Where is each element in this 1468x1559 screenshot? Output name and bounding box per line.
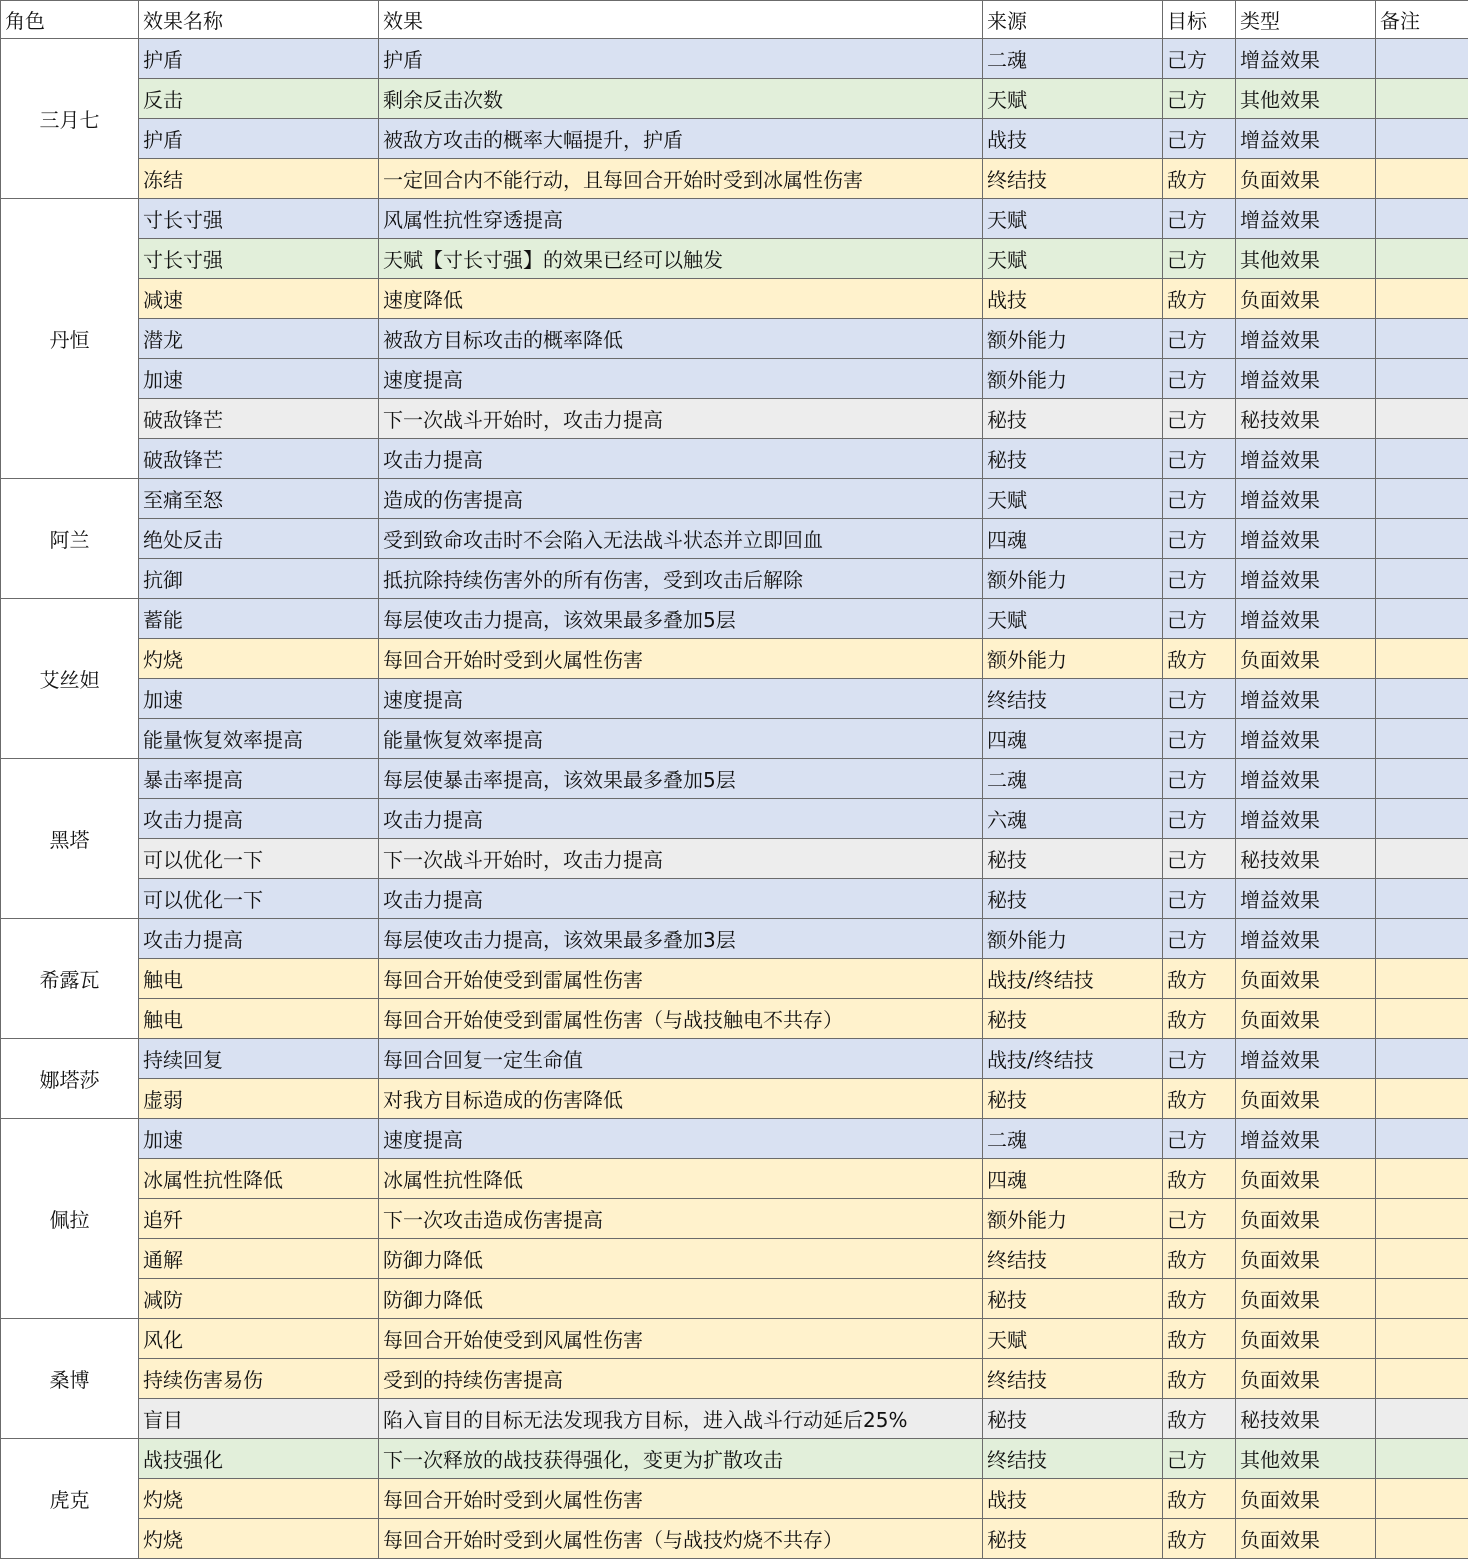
character-cell[interactable]: 娜塔莎 <box>1 1039 139 1119</box>
effect-name-cell[interactable]: 加速 <box>139 1119 379 1159</box>
effect-name-cell[interactable]: 加速 <box>139 679 379 719</box>
table-row <box>1 679 1468 719</box>
target-cell[interactable]: 己方 <box>1163 119 1236 159</box>
type-cell[interactable]: 秘技效果 <box>1236 399 1376 439</box>
character-cell[interactable]: 艾丝妲 <box>1 599 139 759</box>
note-cell[interactable] <box>1376 999 1468 1039</box>
type-cell[interactable]: 负面效果 <box>1236 1159 1376 1199</box>
type-cell[interactable]: 增益效果 <box>1236 319 1376 359</box>
table-row <box>1 799 1468 839</box>
effect-cell[interactable]: 每层使攻击力提高，该效果最多叠加3层 <box>379 919 983 959</box>
effect-cell[interactable]: 攻击力提高 <box>379 879 983 919</box>
target-cell[interactable]: 己方 <box>1163 359 1236 399</box>
target-cell[interactable]: 己方 <box>1163 599 1236 639</box>
target-cell[interactable]: 己方 <box>1163 319 1236 359</box>
note-cell[interactable] <box>1376 1399 1468 1439</box>
table-row <box>1 1319 1468 1359</box>
effect-cell[interactable]: 受到的持续伤害提高 <box>379 1359 983 1399</box>
source-cell[interactable]: 四魂 <box>983 719 1163 759</box>
character-cell[interactable]: 三月七 <box>1 39 139 199</box>
note-cell[interactable] <box>1376 1079 1468 1119</box>
effect-name-cell[interactable]: 持续伤害易伤 <box>139 1359 379 1399</box>
target-cell[interactable]: 敌方 <box>1163 639 1236 679</box>
note-cell[interactable] <box>1376 1239 1468 1279</box>
effect-cell[interactable]: 每回合开始使受到雷属性伤害（与战技触电不共存） <box>379 999 983 1039</box>
source-cell[interactable]: 秘技 <box>983 399 1163 439</box>
table-row <box>1 639 1468 679</box>
effect-cell[interactable]: 风属性抗性穿透提高 <box>379 199 983 239</box>
effect-cell[interactable]: 速度提高 <box>379 679 983 719</box>
header-source[interactable]: 来源 <box>983 1 1163 39</box>
type-cell[interactable]: 增益效果 <box>1236 439 1376 479</box>
effect-cell[interactable]: 每回合开始使受到雷属性伤害 <box>379 959 983 999</box>
source-cell[interactable]: 秘技 <box>983 1519 1163 1559</box>
note-cell[interactable] <box>1376 519 1468 559</box>
table-row <box>1 1279 1468 1319</box>
type-cell[interactable]: 负面效果 <box>1236 1479 1376 1519</box>
effect-cell[interactable]: 下一次攻击造成伤害提高 <box>379 1199 983 1239</box>
source-cell[interactable]: 秘技 <box>983 999 1163 1039</box>
effect-name-cell[interactable]: 潜龙 <box>139 319 379 359</box>
effect-cell[interactable]: 护盾 <box>379 39 983 79</box>
target-cell[interactable]: 敌方 <box>1163 1519 1236 1559</box>
effect-cell[interactable]: 每回合开始时受到火属性伤害 <box>379 1479 983 1519</box>
effect-name-cell[interactable]: 持续回复 <box>139 1039 379 1079</box>
source-cell[interactable]: 天赋 <box>983 239 1163 279</box>
table-row <box>1 719 1468 759</box>
character-cell[interactable]: 佩拉 <box>1 1119 139 1319</box>
note-cell[interactable] <box>1376 199 1468 239</box>
type-cell[interactable]: 秘技效果 <box>1236 1399 1376 1439</box>
type-cell[interactable]: 增益效果 <box>1236 1039 1376 1079</box>
character-cell[interactable]: 阿兰 <box>1 479 139 599</box>
character-cell[interactable]: 丹恒 <box>1 199 139 479</box>
effect-name-cell[interactable]: 盲目 <box>139 1399 379 1439</box>
effect-name-cell[interactable]: 至痛至怒 <box>139 479 379 519</box>
effect-cell[interactable]: 攻击力提高 <box>379 439 983 479</box>
effect-cell[interactable]: 每层使暴击率提高，该效果最多叠加5层 <box>379 759 983 799</box>
effect-cell[interactable]: 速度提高 <box>379 1119 983 1159</box>
character-cell[interactable]: 桑博 <box>1 1319 139 1439</box>
target-cell[interactable]: 敌方 <box>1163 1399 1236 1439</box>
character-cell[interactable]: 黑塔 <box>1 759 139 919</box>
target-cell[interactable]: 己方 <box>1163 1439 1236 1479</box>
effect-cell[interactable]: 每回合开始时受到火属性伤害（与战技灼烧不共存） <box>379 1519 983 1559</box>
source-cell[interactable]: 秘技 <box>983 879 1163 919</box>
note-cell[interactable] <box>1376 439 1468 479</box>
note-cell[interactable] <box>1376 39 1468 79</box>
effect-cell[interactable]: 防御力降低 <box>379 1279 983 1319</box>
type-cell[interactable]: 增益效果 <box>1236 359 1376 399</box>
source-cell[interactable]: 额外能力 <box>983 919 1163 959</box>
effect-name-cell[interactable]: 可以优化一下 <box>139 879 379 919</box>
table-row <box>1 599 1468 639</box>
effect-name-cell[interactable]: 绝处反击 <box>139 519 379 559</box>
note-cell[interactable] <box>1376 879 1468 919</box>
source-cell[interactable]: 额外能力 <box>983 639 1163 679</box>
type-cell[interactable]: 增益效果 <box>1236 39 1376 79</box>
source-cell[interactable]: 额外能力 <box>983 1199 1163 1239</box>
type-cell[interactable]: 负面效果 <box>1236 999 1376 1039</box>
source-cell[interactable]: 终结技 <box>983 1359 1163 1399</box>
source-cell[interactable]: 战技 <box>983 1479 1163 1519</box>
note-cell[interactable] <box>1376 1159 1468 1199</box>
target-cell[interactable]: 己方 <box>1163 879 1236 919</box>
effect-cell[interactable]: 天赋【寸长寸强】的效果已经可以触发 <box>379 239 983 279</box>
source-cell[interactable]: 秘技 <box>983 1079 1163 1119</box>
header-character[interactable]: 角色 <box>1 1 139 39</box>
table-row <box>1 439 1468 479</box>
effect-cell[interactable]: 下一次释放的战技获得强化，变更为扩散攻击 <box>379 1439 983 1479</box>
type-cell[interactable]: 负面效果 <box>1236 959 1376 999</box>
effect-cell[interactable]: 每回合开始使受到风属性伤害 <box>379 1319 983 1359</box>
character-cell[interactable]: 虎克 <box>1 1439 139 1559</box>
type-cell[interactable]: 增益效果 <box>1236 719 1376 759</box>
note-cell[interactable] <box>1376 279 1468 319</box>
table-row <box>1 879 1468 919</box>
effect-name-cell[interactable]: 反击 <box>139 79 379 119</box>
type-cell[interactable]: 负面效果 <box>1236 1079 1376 1119</box>
effect-name-cell[interactable]: 减速 <box>139 279 379 319</box>
note-cell[interactable] <box>1376 839 1468 879</box>
table-row <box>1 559 1468 599</box>
target-cell[interactable]: 己方 <box>1163 1199 1236 1239</box>
source-cell[interactable]: 秘技 <box>983 839 1163 879</box>
table-row <box>1 999 1468 1039</box>
table-row <box>1 919 1468 959</box>
table-row <box>1 159 1468 199</box>
note-cell[interactable] <box>1376 1479 1468 1519</box>
effect-name-cell[interactable]: 破敌锋芒 <box>139 399 379 439</box>
effect-cell[interactable]: 每层使攻击力提高，该效果最多叠加5层 <box>379 599 983 639</box>
effect-cell[interactable]: 下一次战斗开始时，攻击力提高 <box>379 839 983 879</box>
source-cell[interactable]: 二魂 <box>983 39 1163 79</box>
effect-name-cell[interactable]: 灼烧 <box>139 1519 379 1559</box>
note-cell[interactable] <box>1376 159 1468 199</box>
note-cell[interactable] <box>1376 1359 1468 1399</box>
effect-name-cell[interactable]: 寸长寸强 <box>139 239 379 279</box>
table-row <box>1 479 1468 519</box>
effect-name-cell[interactable]: 蓄能 <box>139 599 379 639</box>
table-row <box>1 199 1468 239</box>
effect-cell[interactable]: 受到致命攻击时不会陷入无法战斗状态并立即回血 <box>379 519 983 559</box>
note-cell[interactable] <box>1376 79 1468 119</box>
effect-name-cell[interactable]: 战技强化 <box>139 1439 379 1479</box>
source-cell[interactable]: 额外能力 <box>983 359 1163 399</box>
source-cell[interactable]: 战技 <box>983 119 1163 159</box>
target-cell[interactable]: 己方 <box>1163 79 1236 119</box>
effect-name-cell[interactable]: 能量恢复效率提高 <box>139 719 379 759</box>
source-cell[interactable]: 四魂 <box>983 1159 1163 1199</box>
source-cell[interactable]: 天赋 <box>983 599 1163 639</box>
header-effect[interactable]: 效果 <box>379 1 983 39</box>
table-row <box>1 1119 1468 1159</box>
target-cell[interactable]: 敌方 <box>1163 1239 1236 1279</box>
header-type[interactable]: 类型 <box>1236 1 1376 39</box>
table-row <box>1 399 1468 439</box>
effect-cell[interactable]: 下一次战斗开始时，攻击力提高 <box>379 399 983 439</box>
note-cell[interactable] <box>1376 239 1468 279</box>
table-row <box>1 1399 1468 1439</box>
table-row <box>1 1199 1468 1239</box>
table-row <box>1 1479 1468 1519</box>
type-cell[interactable]: 秘技效果 <box>1236 839 1376 879</box>
effect-cell[interactable]: 每回合开始时受到火属性伤害 <box>379 639 983 679</box>
target-cell[interactable]: 敌方 <box>1163 1079 1236 1119</box>
effect-name-cell[interactable]: 冰属性抗性降低 <box>139 1159 379 1199</box>
target-cell[interactable]: 敌方 <box>1163 999 1236 1039</box>
type-cell[interactable]: 增益效果 <box>1236 879 1376 919</box>
effect-name-cell[interactable]: 触电 <box>139 999 379 1039</box>
type-cell[interactable]: 增益效果 <box>1236 559 1376 599</box>
source-cell[interactable]: 战技/终结技 <box>983 1039 1163 1079</box>
effect-cell[interactable]: 抵抗除持续伤害外的所有伤害，受到攻击后解除 <box>379 559 983 599</box>
table-row <box>1 279 1468 319</box>
target-cell[interactable]: 己方 <box>1163 479 1236 519</box>
effect-cell[interactable]: 被敌方目标攻击的概率降低 <box>379 319 983 359</box>
target-cell[interactable]: 己方 <box>1163 439 1236 479</box>
note-cell[interactable] <box>1376 559 1468 599</box>
source-cell[interactable]: 天赋 <box>983 1319 1163 1359</box>
note-cell[interactable] <box>1376 319 1468 359</box>
source-cell[interactable]: 战技 <box>983 279 1163 319</box>
target-cell[interactable]: 敌方 <box>1163 279 1236 319</box>
type-cell[interactable]: 增益效果 <box>1236 759 1376 799</box>
effect-name-cell[interactable]: 护盾 <box>139 119 379 159</box>
effect-name-cell[interactable]: 灼烧 <box>139 1479 379 1519</box>
type-cell[interactable]: 其他效果 <box>1236 79 1376 119</box>
table-row <box>1 1039 1468 1079</box>
table-row <box>1 759 1468 799</box>
note-cell[interactable] <box>1376 719 1468 759</box>
note-cell[interactable] <box>1376 799 1468 839</box>
effect-name-cell[interactable]: 破敌锋芒 <box>139 439 379 479</box>
effect-cell[interactable]: 速度降低 <box>379 279 983 319</box>
note-cell[interactable] <box>1376 359 1468 399</box>
effect-name-cell[interactable]: 通解 <box>139 1239 379 1279</box>
note-cell[interactable] <box>1376 479 1468 519</box>
effect-cell[interactable]: 被敌方攻击的概率大幅提升，护盾 <box>379 119 983 159</box>
effect-cell[interactable]: 陷入盲目的目标无法发现我方目标，进入战斗行动延后25% <box>379 1399 983 1439</box>
note-cell[interactable] <box>1376 599 1468 639</box>
source-cell[interactable]: 秘技 <box>983 439 1163 479</box>
target-cell[interactable]: 己方 <box>1163 1039 1236 1079</box>
target-cell[interactable]: 敌方 <box>1163 1279 1236 1319</box>
note-cell[interactable] <box>1376 1039 1468 1079</box>
effect-name-cell[interactable]: 抗御 <box>139 559 379 599</box>
effect-cell[interactable]: 冰属性抗性降低 <box>379 1159 983 1199</box>
type-cell[interactable]: 负面效果 <box>1236 279 1376 319</box>
target-cell[interactable]: 敌方 <box>1163 1359 1236 1399</box>
type-cell[interactable]: 增益效果 <box>1236 199 1376 239</box>
type-cell[interactable]: 增益效果 <box>1236 599 1376 639</box>
type-cell[interactable]: 其他效果 <box>1236 1439 1376 1479</box>
source-cell[interactable]: 战技/终结技 <box>983 959 1163 999</box>
target-cell[interactable]: 己方 <box>1163 239 1236 279</box>
note-cell[interactable] <box>1376 1199 1468 1239</box>
type-cell[interactable]: 负面效果 <box>1236 639 1376 679</box>
effect-cell[interactable]: 对我方目标造成的伤害降低 <box>379 1079 983 1119</box>
source-cell[interactable]: 秘技 <box>983 1399 1163 1439</box>
source-cell[interactable]: 秘技 <box>983 1279 1163 1319</box>
source-cell[interactable]: 终结技 <box>983 1439 1163 1479</box>
effect-cell[interactable]: 能量恢复效率提高 <box>379 719 983 759</box>
source-cell[interactable]: 天赋 <box>983 199 1163 239</box>
effect-name-cell[interactable]: 追歼 <box>139 1199 379 1239</box>
effect-name-cell[interactable]: 攻击力提高 <box>139 919 379 959</box>
effect-cell[interactable]: 造成的伤害提高 <box>379 479 983 519</box>
type-cell[interactable]: 增益效果 <box>1236 479 1376 519</box>
effect-name-cell[interactable]: 可以优化一下 <box>139 839 379 879</box>
table-row <box>1 959 1468 999</box>
table-row <box>1 119 1468 159</box>
effect-cell[interactable]: 速度提高 <box>379 359 983 399</box>
table-row <box>1 839 1468 879</box>
source-cell[interactable]: 六魂 <box>983 799 1163 839</box>
effect-cell[interactable]: 攻击力提高 <box>379 799 983 839</box>
effect-name-cell[interactable]: 攻击力提高 <box>139 799 379 839</box>
target-cell[interactable]: 己方 <box>1163 39 1236 79</box>
note-cell[interactable] <box>1376 639 1468 679</box>
type-cell[interactable]: 增益效果 <box>1236 679 1376 719</box>
target-cell[interactable]: 敌方 <box>1163 1159 1236 1199</box>
effect-name-cell[interactable]: 减防 <box>139 1279 379 1319</box>
effect-name-cell[interactable]: 护盾 <box>139 39 379 79</box>
target-cell[interactable]: 己方 <box>1163 839 1236 879</box>
target-cell[interactable]: 己方 <box>1163 559 1236 599</box>
table-row <box>1 39 1468 79</box>
source-cell[interactable]: 终结技 <box>983 1239 1163 1279</box>
effect-name-cell[interactable]: 触电 <box>139 959 379 999</box>
table-row <box>1 79 1468 119</box>
target-cell[interactable]: 敌方 <box>1163 959 1236 999</box>
table-row <box>1 359 1468 399</box>
source-cell[interactable]: 二魂 <box>983 759 1163 799</box>
header-target[interactable]: 目标 <box>1163 1 1236 39</box>
table-row <box>1 1159 1468 1199</box>
type-cell[interactable]: 负面效果 <box>1236 1359 1376 1399</box>
target-cell[interactable]: 己方 <box>1163 799 1236 839</box>
type-cell[interactable]: 负面效果 <box>1236 1279 1376 1319</box>
table-row <box>1 519 1468 559</box>
note-cell[interactable] <box>1376 1519 1468 1559</box>
effect-cell[interactable]: 防御力降低 <box>379 1239 983 1279</box>
type-cell[interactable]: 增益效果 <box>1236 519 1376 559</box>
note-cell[interactable] <box>1376 1119 1468 1159</box>
target-cell[interactable]: 己方 <box>1163 679 1236 719</box>
effect-name-cell[interactable]: 加速 <box>139 359 379 399</box>
target-cell[interactable]: 敌方 <box>1163 1319 1236 1359</box>
source-cell[interactable]: 天赋 <box>983 479 1163 519</box>
header-note[interactable]: 备注 <box>1376 1 1468 39</box>
type-cell[interactable]: 其他效果 <box>1236 239 1376 279</box>
type-cell[interactable]: 负面效果 <box>1236 1199 1376 1239</box>
source-cell[interactable]: 额外能力 <box>983 319 1163 359</box>
effect-name-cell[interactable]: 冻结 <box>139 159 379 199</box>
table-row <box>1 319 1468 359</box>
source-cell[interactable]: 天赋 <box>983 79 1163 119</box>
target-cell[interactable]: 敌方 <box>1163 159 1236 199</box>
target-cell[interactable]: 己方 <box>1163 919 1236 959</box>
type-cell[interactable]: 增益效果 <box>1236 1119 1376 1159</box>
type-cell[interactable]: 负面效果 <box>1236 1239 1376 1279</box>
target-cell[interactable]: 敌方 <box>1163 1479 1236 1519</box>
table-row <box>1 1519 1468 1559</box>
note-cell[interactable] <box>1376 759 1468 799</box>
character-cell[interactable]: 希露瓦 <box>1 919 139 1039</box>
target-cell[interactable]: 己方 <box>1163 719 1236 759</box>
source-cell[interactable]: 终结技 <box>983 159 1163 199</box>
target-cell[interactable]: 己方 <box>1163 519 1236 559</box>
type-cell[interactable]: 增益效果 <box>1236 919 1376 959</box>
table-row <box>1 1079 1468 1119</box>
source-cell[interactable]: 额外能力 <box>983 559 1163 599</box>
target-cell[interactable]: 己方 <box>1163 399 1236 439</box>
note-cell[interactable] <box>1376 1439 1468 1479</box>
effect-name-cell[interactable]: 灼烧 <box>139 639 379 679</box>
effect-name-cell[interactable]: 寸长寸强 <box>139 199 379 239</box>
effect-cell[interactable]: 每回合回复一定生命值 <box>379 1039 983 1079</box>
type-cell[interactable]: 增益效果 <box>1236 799 1376 839</box>
target-cell[interactable]: 己方 <box>1163 759 1236 799</box>
type-cell[interactable]: 负面效果 <box>1236 1519 1376 1559</box>
table-row <box>1 1359 1468 1399</box>
note-cell[interactable] <box>1376 919 1468 959</box>
effect-cell[interactable]: 一定回合内不能行动，且每回合开始时受到冰属性伤害 <box>379 159 983 199</box>
source-cell[interactable]: 终结技 <box>983 679 1163 719</box>
target-cell[interactable]: 己方 <box>1163 199 1236 239</box>
type-cell[interactable]: 负面效果 <box>1236 159 1376 199</box>
type-cell[interactable]: 负面效果 <box>1236 1319 1376 1359</box>
note-cell[interactable] <box>1376 679 1468 719</box>
target-cell[interactable]: 己方 <box>1163 1119 1236 1159</box>
source-cell[interactable]: 四魂 <box>983 519 1163 559</box>
effect-name-cell[interactable]: 风化 <box>139 1319 379 1359</box>
note-cell[interactable] <box>1376 119 1468 159</box>
header-row <box>1 1 1468 39</box>
note-cell[interactable] <box>1376 399 1468 439</box>
note-cell[interactable] <box>1376 1319 1468 1359</box>
source-cell[interactable]: 二魂 <box>983 1119 1163 1159</box>
table-row <box>1 1239 1468 1279</box>
table-row <box>1 1439 1468 1479</box>
effect-name-cell[interactable]: 暴击率提高 <box>139 759 379 799</box>
note-cell[interactable] <box>1376 1279 1468 1319</box>
effect-cell[interactable]: 剩余反击次数 <box>379 79 983 119</box>
type-cell[interactable]: 增益效果 <box>1236 119 1376 159</box>
note-cell[interactable] <box>1376 959 1468 999</box>
header-effect-name[interactable]: 效果名称 <box>139 1 379 39</box>
table-row <box>1 239 1468 279</box>
effect-name-cell[interactable]: 虚弱 <box>139 1079 379 1119</box>
